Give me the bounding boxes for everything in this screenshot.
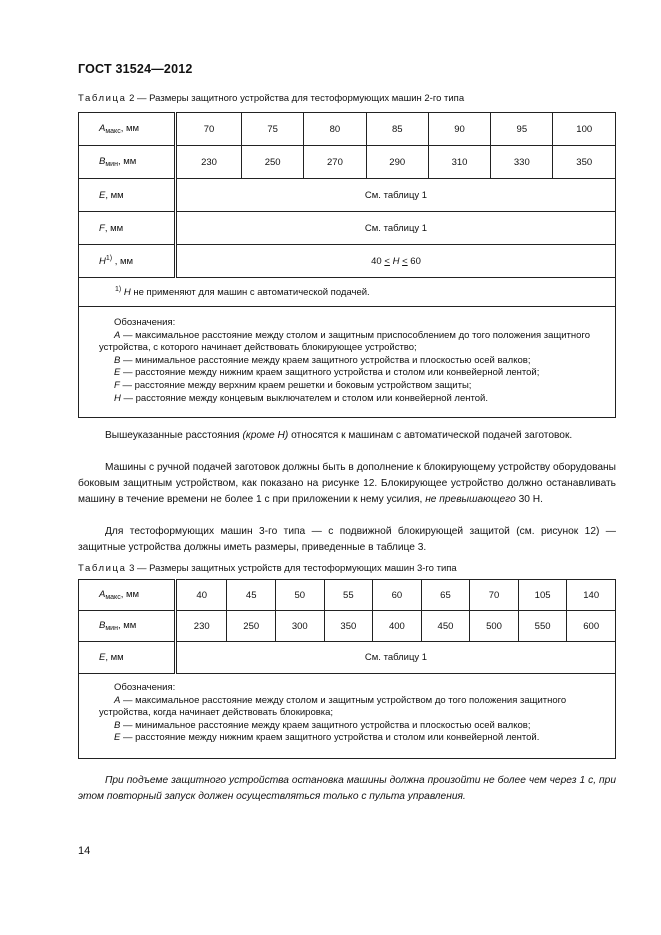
table-cell: 65 [421,580,470,611]
notes-title: Обозначения: [114,682,176,693]
table2-caption-text: 2 — Размеры защитного устройства для тестоформующих машин 2-го типа [126,93,465,104]
list-item: устройства, с которого начинает действовать блокирующее устройство; [99,342,417,354]
row-label: F, мм [79,212,176,245]
table-cell: 105 [518,580,567,611]
table-cell: См. таблицу 1 [176,212,616,245]
table-cell: См. таблицу 1 [176,179,616,212]
table-notes [79,674,616,759]
table-cell: 70 [176,113,242,146]
table-row [79,611,616,642]
paragraph-2: Машины с ручной подачей заготовок должны быть в дополнение к блокирующему устройству оборудованы боковым защитным устройством, как показано на рисунке 12. Блокирующее устройство должно останавливать машину в течение времени не более 1 с при приложении к нему усилия, не превышающего 30 Н. [78,462,616,505]
table-cell: 400 [373,611,422,642]
table-cell: 100 [553,113,616,146]
table-cell: 270 [304,146,366,179]
list-item: F — расстояние между верхним краем решетки и боковым устройством защиты; [114,379,472,391]
table-cell: 330 [491,146,553,179]
table3-caption-word: Таблица [78,563,127,574]
table-cell: 350 [553,146,616,179]
table3 [78,579,616,759]
table-cell: 85 [366,113,428,146]
table-cell: 290 [366,146,428,179]
table-cell: 250 [241,146,303,179]
table-cell: 450 [421,611,470,642]
table-cell: 40 < H < 60 [176,245,616,278]
table-row [79,245,616,278]
list-item: B — минимальное расстояние между краем защитного устройства и плоскостью осей валков; [114,719,531,731]
table-row [79,307,616,418]
table-cell: 70 [470,580,519,611]
list-item: E — расстояние между нижним краем защитного устройства и столом или конвейерной лентой; [114,367,540,379]
table-cell: См. таблицу 1 [176,642,616,674]
page-number: 14 [78,845,91,857]
table-cell: 310 [428,146,490,179]
table-row [79,674,616,759]
list-item: E — расстояние между нижним краем защитного устройства и столом или конвейерной лентой. [114,732,540,744]
table-row [79,580,616,611]
table-cell: 500 [470,611,519,642]
table3-caption [78,563,457,574]
table-cell: 45 [227,580,276,611]
table-cell: 90 [428,113,490,146]
final-paragraph: При подъеме защитного устройства остановка машины должна произойти не более чем через 1 с, при этом повторный запуск должен осуществляться только с пульта управления. [78,775,616,802]
table-row [79,212,616,245]
table3-caption-text: 3 — Размеры защитных устройств для тестоформующих машин 3-го типа [126,563,457,574]
list-item: A — максимальное расстояние между столом и защитным приспособлением до того положения защитного [114,329,590,341]
table2-caption [78,93,464,104]
notes-title: Обозначения: [114,317,176,328]
row-label: $A_{макс}$, мм [79,580,176,611]
table-cell: 250 [227,611,276,642]
table-cell: 550 [518,611,567,642]
table-cell: 230 [176,611,227,642]
list-item: H — расстояние между концевым выключателем и столом или конвейерной лентой. [114,392,488,404]
table-cell: 600 [567,611,616,642]
row-label: E, мм [79,642,176,674]
table-cell: 95 [491,113,553,146]
document-header: ГОСТ 31524—2012 [78,62,193,76]
list-item: устройства, когда начинает действовать блокировка; [99,707,334,719]
table-footnote: $^{1)}$ H не применяют для машин с автоматической подачей. [79,278,616,307]
table-cell: 50 [276,580,325,611]
table-cell: 300 [276,611,325,642]
table-row [79,278,616,307]
table-cell: 55 [324,580,373,611]
paragraph-3: Для тестоформующих машин 3-го типа — с подвижной блокирующей защитой (см. рисунок 12) — защитные устройства должны иметь размеры, приведенные в таблице 3. [78,526,616,553]
table2-caption-word: Таблица [78,93,127,104]
table-cell: 80 [304,113,366,146]
list-item: A — максимальное расстояние между столом и защитным устройством до того положения защитного [114,694,567,706]
table-row [79,179,616,212]
table-cell: 75 [241,113,303,146]
table-row [79,113,616,146]
table-cell: 140 [567,580,616,611]
table-row [79,642,616,674]
table2 [78,112,616,418]
row-label: $H^{1)}$ , мм [79,245,176,278]
table-notes [79,307,616,418]
table-cell: 40 [176,580,227,611]
row-label: $B_{мин}$, мм [79,146,176,179]
row-label: $B_{мин}$, мм [79,611,176,642]
table-cell: 350 [324,611,373,642]
table-cell: 60 [373,580,422,611]
table-cell: 230 [176,146,242,179]
row-label: $A_{макс}$, мм [79,113,176,146]
row-label: E, мм [79,179,176,212]
list-item: B — минимальное расстояние между краем защитного устройства и плоскостью осей валков; [114,354,531,366]
table-row [79,146,616,179]
paragraph-1: Вышеуказанные расстояния (кроме Н) относятся к машинам с автоматической подачей заготовок. [105,430,573,441]
